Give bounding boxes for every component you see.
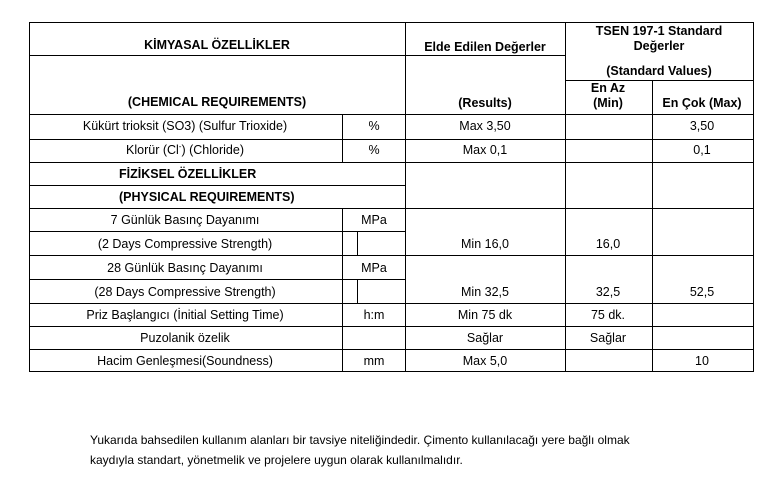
physical-header-en: (PHYSICAL REQUIREMENTS) [119,190,295,204]
soundness-unit: mm [363,354,385,368]
min-header-line1: En Az [590,81,626,95]
so3-unit: % [368,119,380,133]
results-header-en: (Results) [458,96,512,110]
chloride-unit: % [368,143,380,157]
physical-header-tr: FİZİKSEL ÖZELLİKLER [119,167,257,181]
strength-7d-unit: MPa [361,213,387,227]
chemical-header-tr: KİMYASAL ÖZELLİKLER [144,38,290,52]
strength-7d-property-en: (2 Days Compressive Strength) [97,237,273,251]
strength-28d-max: 52,5 [689,285,715,299]
setting-time-property: Priz Başlangıcı (İnitial Setting Time) [86,308,284,322]
pozzolanic-result: Sağlar [466,331,504,345]
chloride-result: Max 0,1 [462,143,508,157]
footnote [90,430,630,470]
pozzolanic-min: Sağlar [589,331,627,345]
soundness-result: Max 5,0 [462,354,508,368]
setting-time-result: Min 75 dk [457,308,513,322]
so3-property: Kükürt trioksit (SO3) (Sulfur Trioxide) [82,119,288,133]
strength-28d-unit: MPa [361,261,387,275]
chloride-property: Klorür (Cl-) (Chloride) [126,141,244,157]
standard-header-line1: TSEN 197-1 Standard [595,24,723,38]
strength-7d-result: Min 16,0 [461,237,509,251]
chemical-header-en: (CHEMICAL REQUIREMENTS) [127,95,307,109]
standard-header-line2: Değerler [633,39,685,53]
soundness-property: Hacim Genleşmesi(Soundness) [97,354,273,368]
setting-time-unit: h:m [363,308,385,322]
setting-time-min: 75 dk. [590,308,626,322]
strength-7d-min: 16,0 [595,237,621,251]
standard-header-en: (Standard Values) [606,64,712,78]
pozzolanic-property: Puzolanik özelik [140,331,230,345]
so3-result: Max 3,50 [459,119,511,133]
min-header-line2: (Min) [593,96,623,110]
strength-7d-property-tr: 7 Günlük Basınç Dayanımı [110,213,260,227]
strength-28d-property-tr: 28 Günlük Basınç Dayanımı [107,261,263,275]
results-header-tr: Elde Edilen Değerler [424,40,546,54]
soundness-max: 10 [695,354,709,368]
footnote-line2: kaydıyla standart, yönetmelik ve projelere uygun olarak kullanılmalıdır. [90,453,463,467]
max-header: En Çok (Max) [662,96,742,110]
so3-max: 3,50 [689,119,715,133]
strength-28d-min: 32,5 [595,285,621,299]
footnote-line1: Yukarıda bahsedilen kullanım alanları bir tavsiye niteliğindedir. Çimento kullanılacağı yere bağlı olmak [90,433,630,447]
chloride-max: 0,1 [693,143,711,157]
strength-28d-result: Min 32,5 [461,285,509,299]
strength-28d-property-en: (28 Days Compressive Strength) [94,285,276,299]
